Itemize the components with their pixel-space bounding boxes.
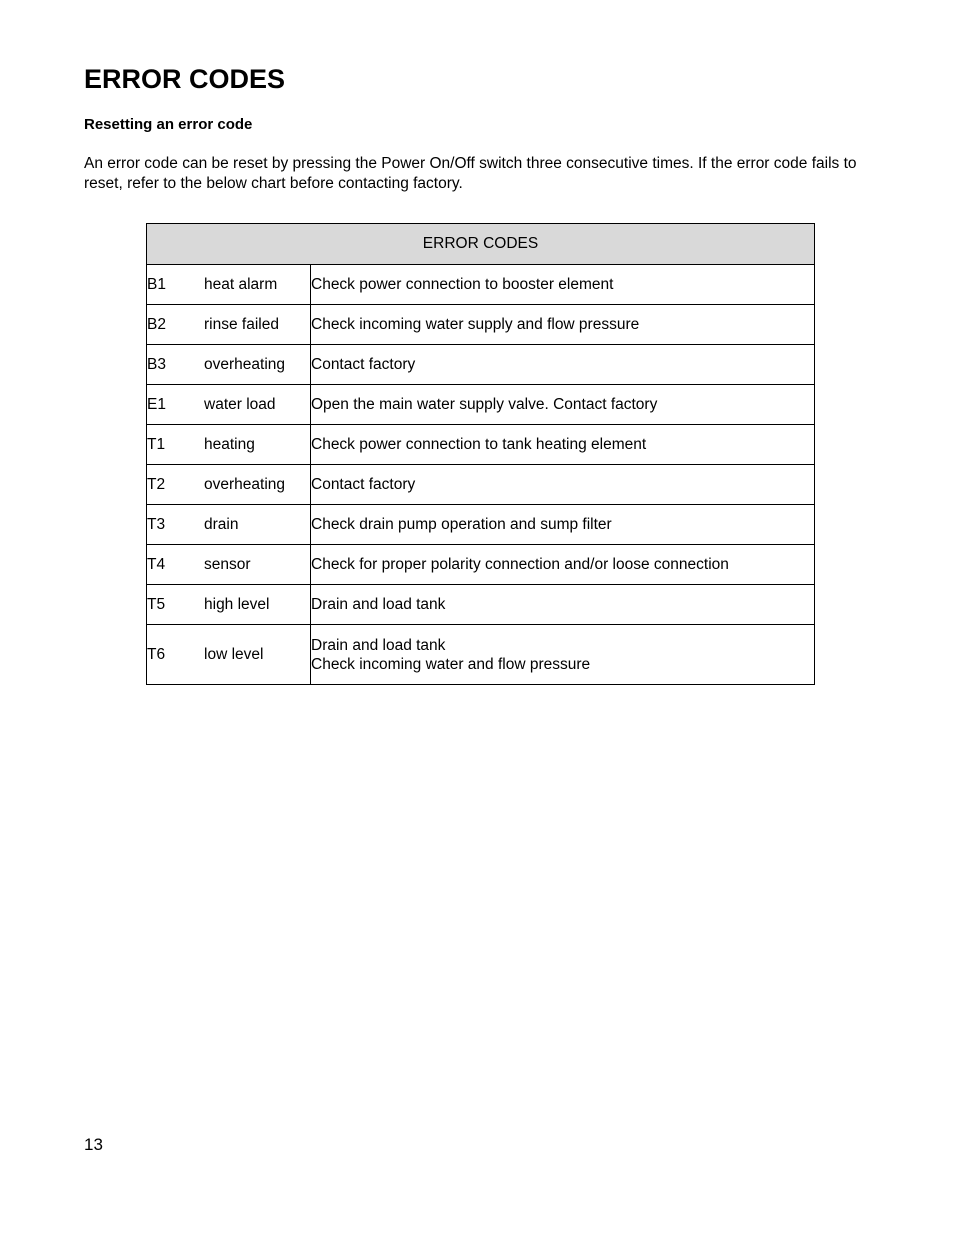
error-code: B1 <box>147 275 166 293</box>
table-row <box>147 305 815 345</box>
action-text: Drain and load tank <box>311 596 446 613</box>
table-row <box>147 265 815 305</box>
error-name: heating <box>204 435 255 453</box>
error-name: low level <box>204 645 264 663</box>
error-name: sensor <box>204 555 251 573</box>
action-cell <box>311 345 815 385</box>
table-row <box>147 505 815 545</box>
action-cell <box>311 385 815 425</box>
error-code: B2 <box>147 315 166 333</box>
error-code-cell <box>147 265 311 305</box>
error-name: water load <box>204 395 276 413</box>
table-header: ERROR CODES <box>147 224 815 265</box>
action-cell <box>311 585 815 625</box>
error-code-cell <box>147 585 311 625</box>
error-name: overheating <box>204 355 286 373</box>
error-name: overheating <box>204 475 286 493</box>
table-row <box>147 465 815 505</box>
error-code: E1 <box>147 395 166 413</box>
error-code: T2 <box>147 475 166 493</box>
table-row <box>147 545 815 585</box>
intro-paragraph: An error code can be reset by pressing the Power On/Off switch three consecutive times. If the error code fails to reset, refer to the below chart before contacting factory. <box>84 155 857 192</box>
table-header-row <box>147 224 815 265</box>
error-code: T5 <box>147 595 166 613</box>
error-name: heat alarm <box>204 275 278 293</box>
error-name: high level <box>204 595 270 613</box>
error-codes-table <box>146 223 815 685</box>
action-text: Contact factory <box>311 356 416 373</box>
error-code-cell <box>147 305 311 345</box>
error-code: T6 <box>147 645 166 663</box>
action-text: Check power connection to tank heating element <box>311 436 647 453</box>
error-code-cell <box>147 385 311 425</box>
error-code-cell <box>147 505 311 545</box>
page-title: ERROR CODES <box>84 64 286 94</box>
action-cell <box>311 625 815 685</box>
action-text: Drain and load tank <box>311 636 446 654</box>
error-code: T1 <box>147 435 166 453</box>
error-code-cell <box>147 625 311 685</box>
action-text: Check power connection to booster element <box>311 276 614 293</box>
action-text: Open the main water supply valve. Contact factory <box>311 396 658 413</box>
table-row <box>147 345 815 385</box>
action-cell <box>311 505 815 545</box>
table-row <box>147 425 815 465</box>
section-heading: Resetting an error code <box>84 116 253 133</box>
error-code-cell <box>147 425 311 465</box>
action-cell <box>311 265 815 305</box>
error-name: rinse failed <box>204 315 279 333</box>
action-text: Contact factory <box>311 476 416 493</box>
error-code-cell <box>147 465 311 505</box>
table-row <box>147 625 815 685</box>
action-text: Check incoming water and flow pressure <box>311 655 591 673</box>
action-text: Check incoming water supply and flow pressure <box>311 316 640 333</box>
table-row <box>147 585 815 625</box>
table-row <box>147 385 815 425</box>
action-cell <box>311 465 815 505</box>
action-text: Check for proper polarity connection and/or loose connection <box>311 556 729 573</box>
action-cell <box>311 545 815 585</box>
action-cell <box>311 305 815 345</box>
error-code: T4 <box>147 555 166 573</box>
error-name: drain <box>204 515 239 533</box>
action-cell <box>311 425 815 465</box>
page-number: 13 <box>84 1135 103 1154</box>
error-code-cell <box>147 545 311 585</box>
action-text: Check drain pump operation and sump filter <box>311 516 612 533</box>
error-code: T3 <box>147 515 166 533</box>
error-code: B3 <box>147 355 166 373</box>
error-code-cell <box>147 345 311 385</box>
